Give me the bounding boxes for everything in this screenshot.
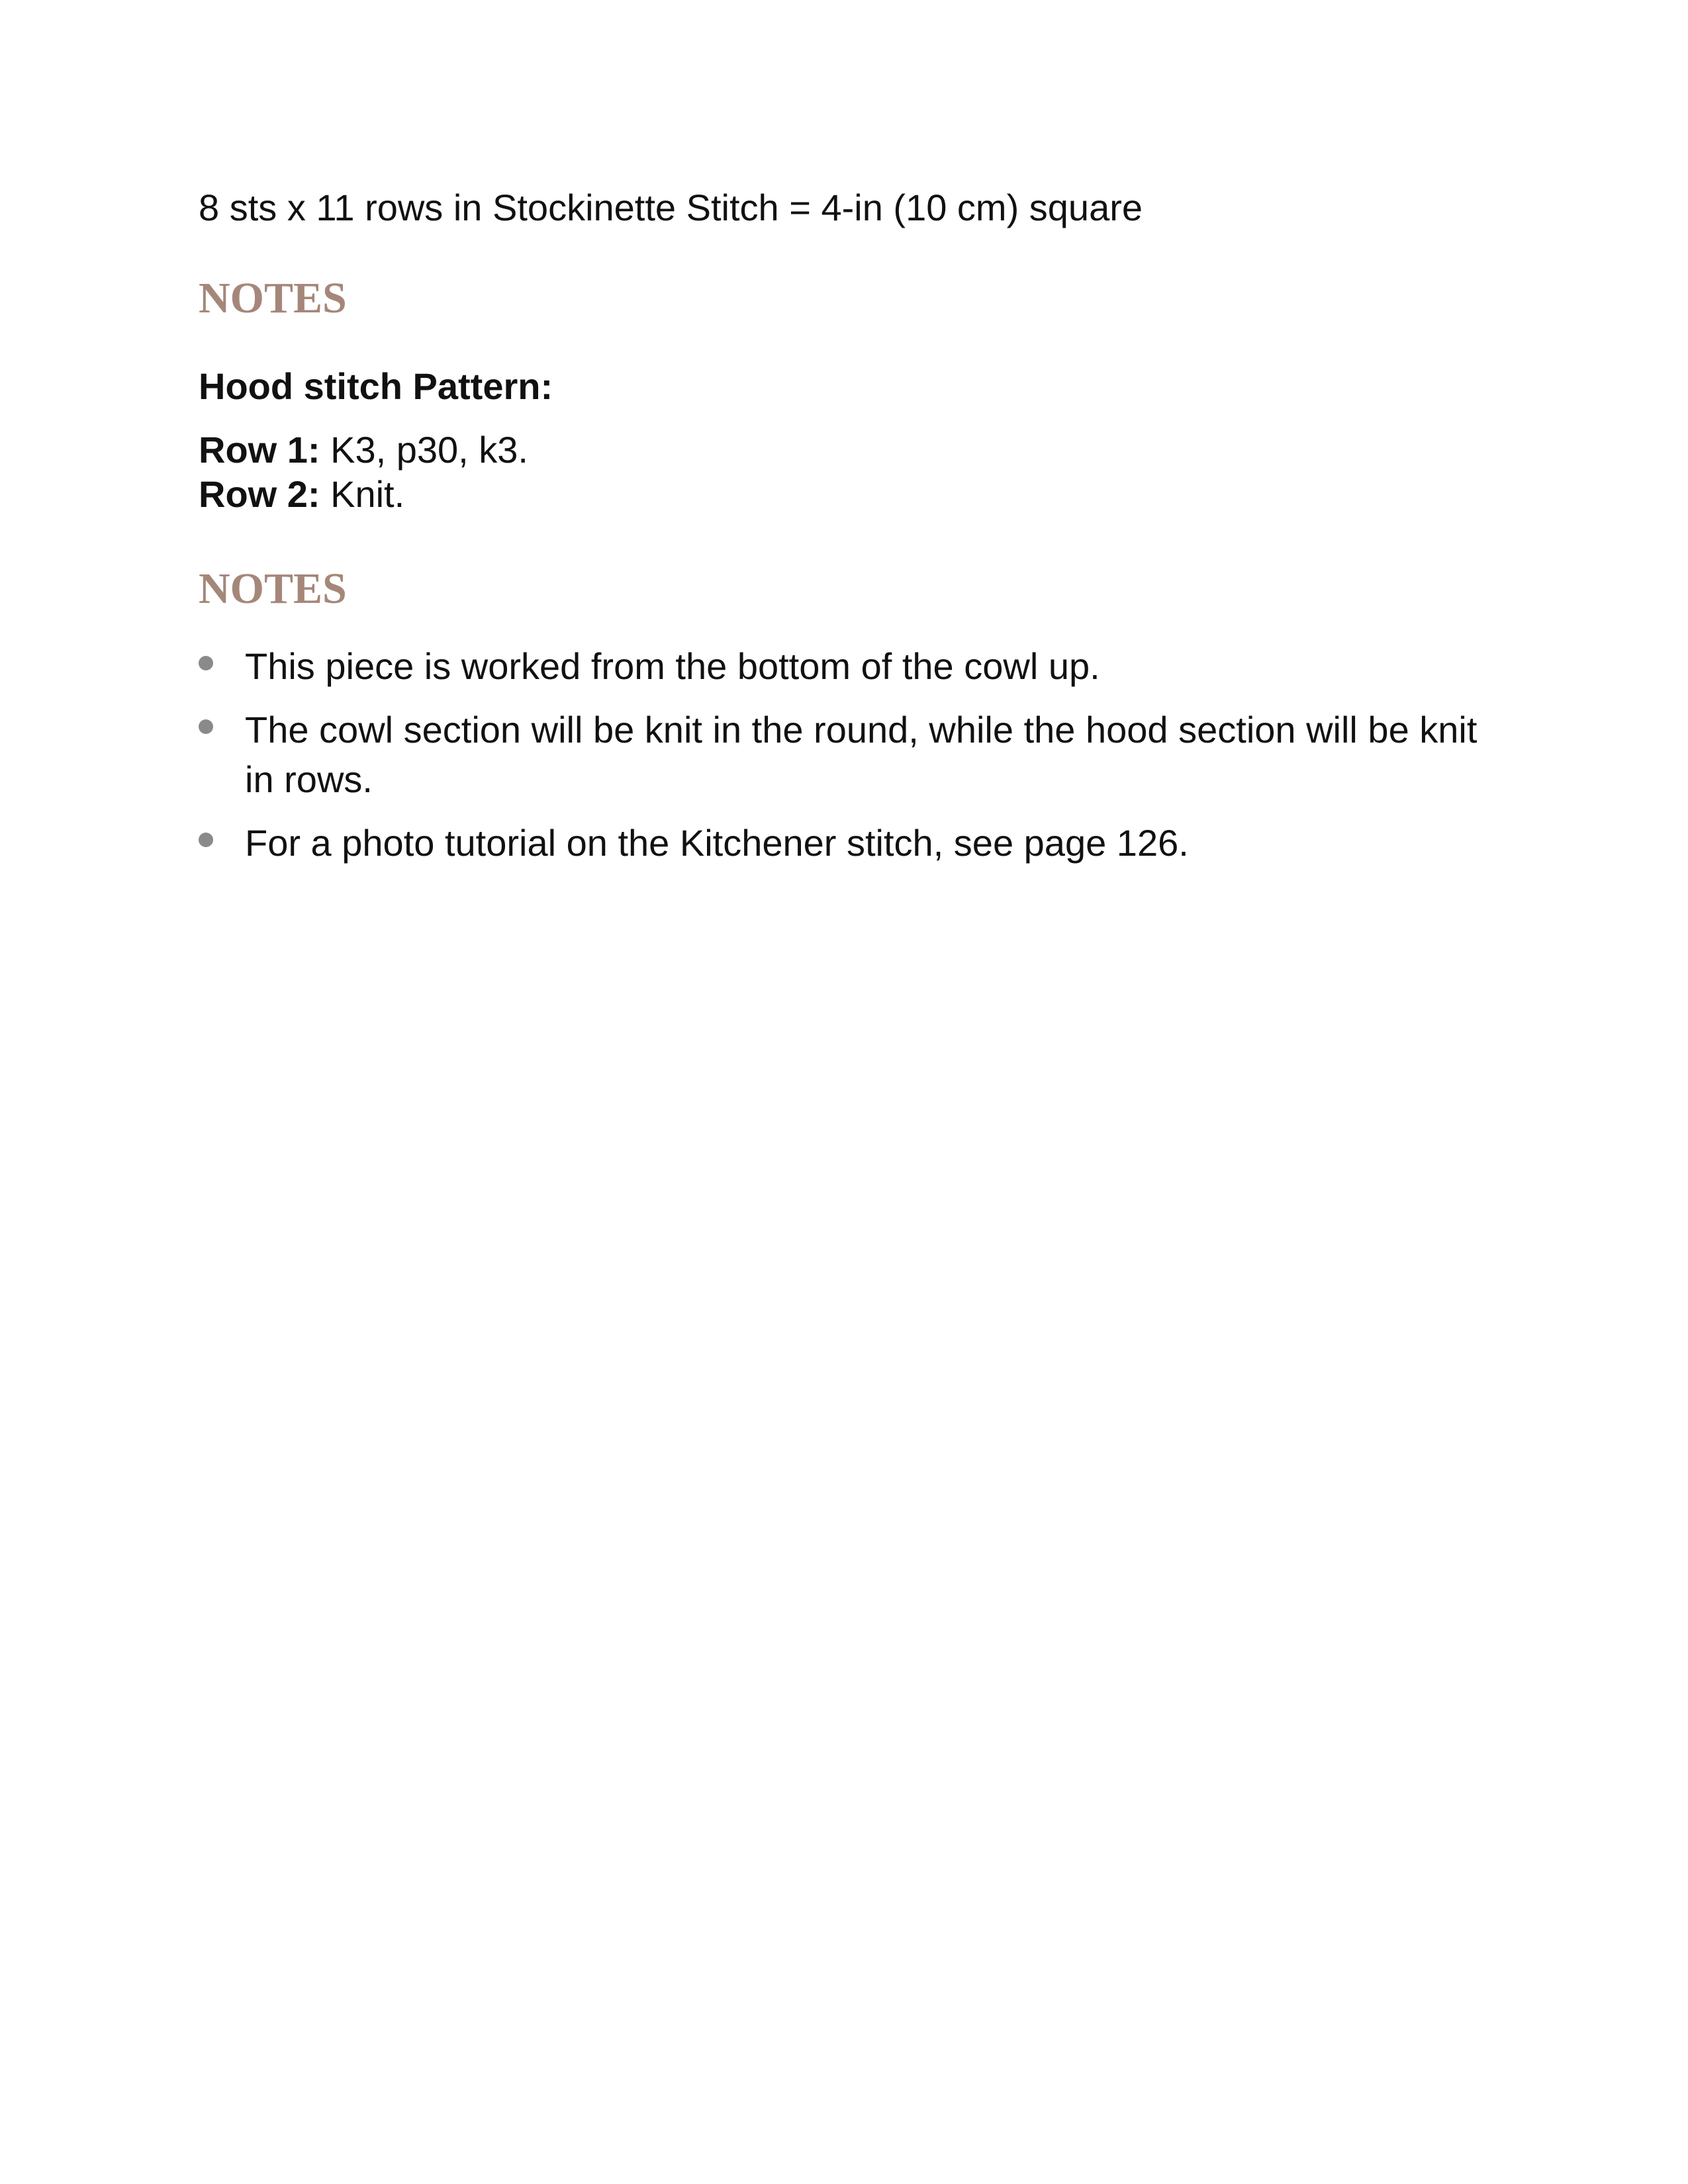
list-item <box>199 818 1496 868</box>
notes-heading: NOTES <box>199 564 347 613</box>
list-item <box>199 641 1496 692</box>
bullet-icon <box>199 656 213 670</box>
bullet-icon <box>199 833 213 847</box>
list-item <box>199 705 1496 805</box>
gauge-text: 8 sts x 11 rows in Stockinette Stitch = 4-in (10 cm) square <box>199 187 1143 228</box>
pattern-row-1 <box>199 428 1496 472</box>
notes-list <box>199 641 1496 868</box>
note-text: For a photo tutorial on the Kitchener stitch, see page 126. <box>245 821 1189 864</box>
pattern-row-2 <box>199 472 1496 516</box>
row-text: K3, p30, k3. <box>320 428 528 471</box>
note-text: The cowl section will be knit in the round, while the hood section will be knit in rows. <box>245 708 1477 801</box>
pattern-heading: Hood stitch Pattern: <box>199 365 553 408</box>
row-label: Row 2: <box>199 473 320 515</box>
bullet-icon <box>199 719 213 734</box>
document-page <box>199 185 1496 882</box>
notes-heading: NOTES <box>199 274 347 323</box>
note-text: This piece is worked from the bottom of the cowl up. <box>245 645 1100 688</box>
row-label: Row 1: <box>199 428 320 471</box>
row-text: Knit. <box>320 473 405 515</box>
